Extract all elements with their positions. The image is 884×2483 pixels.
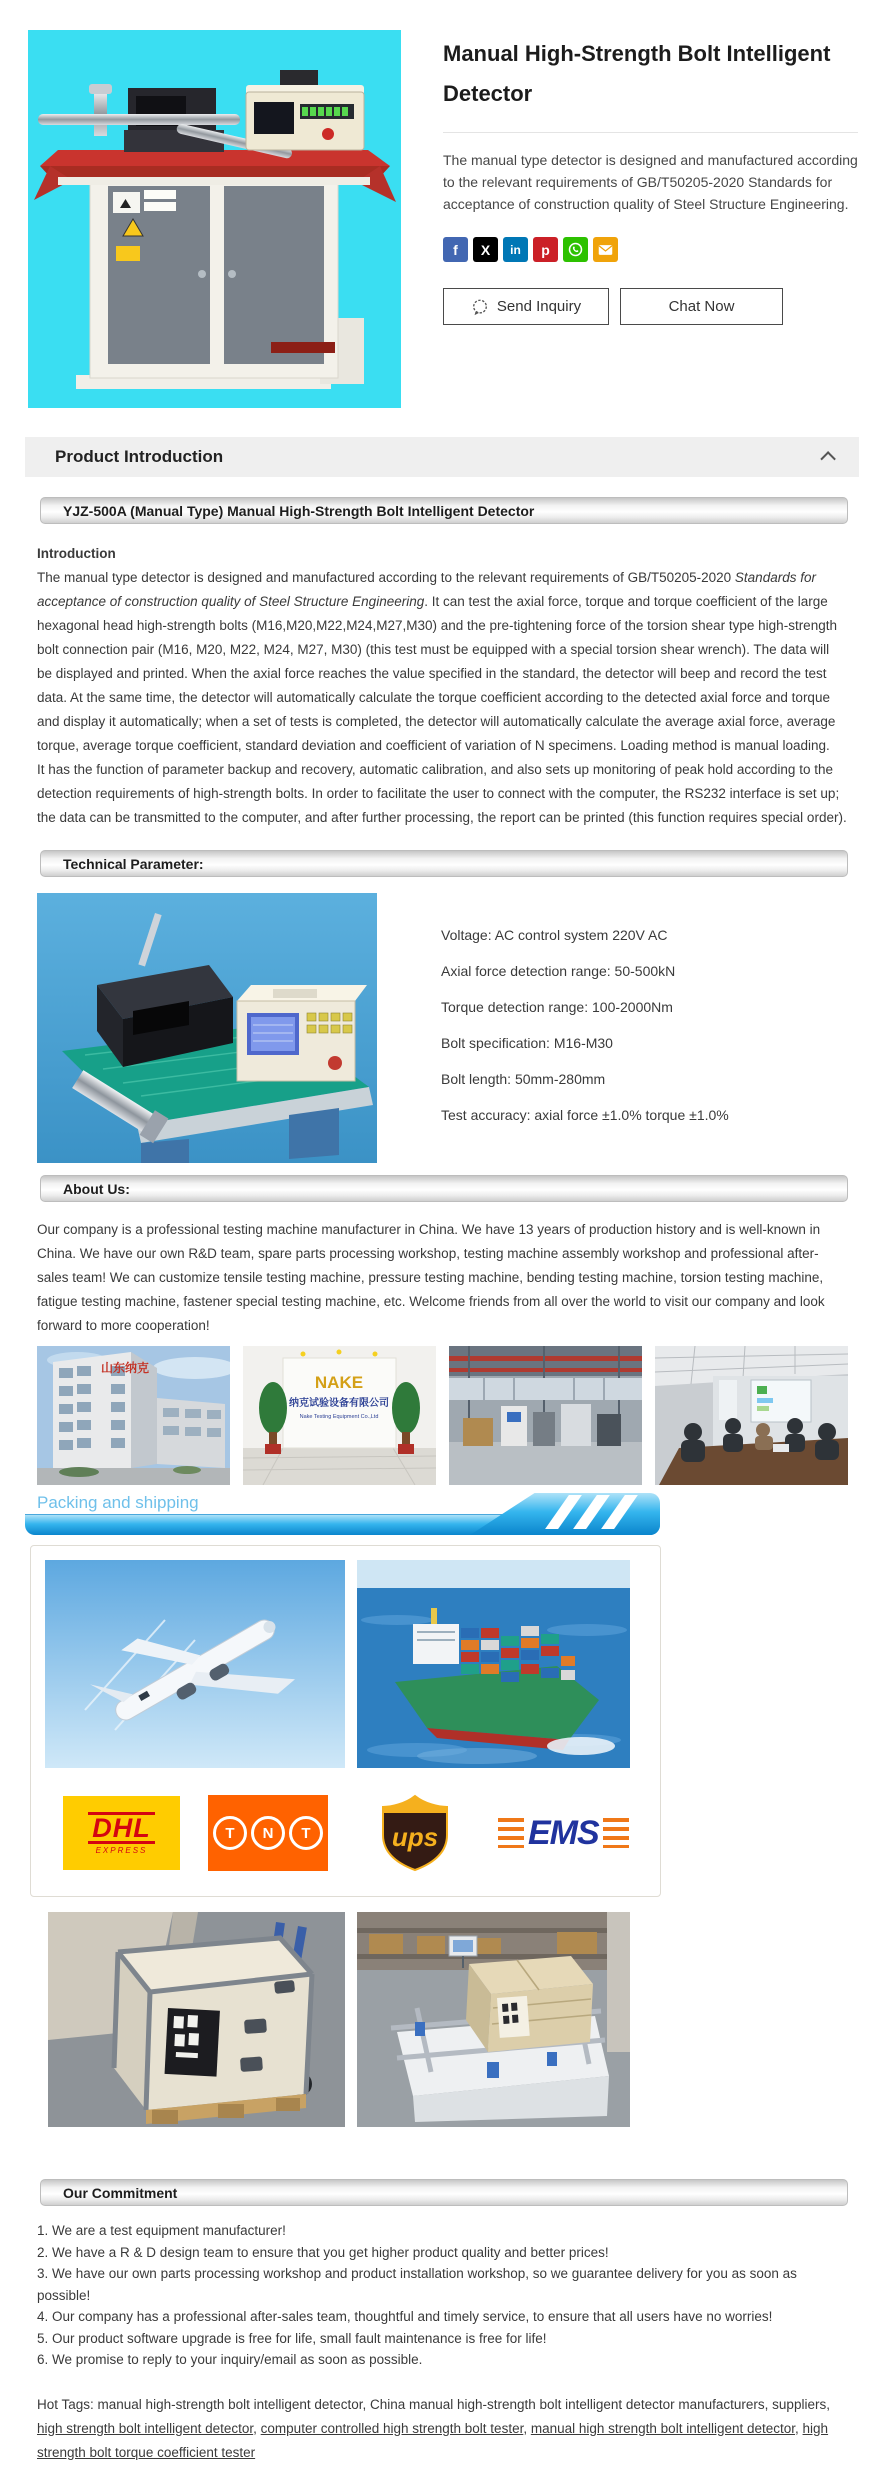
technical-parameter-photo bbox=[37, 893, 377, 1163]
shipping-methods-box bbox=[30, 1545, 661, 1897]
svg-text:NAKE: NAKE bbox=[314, 1373, 364, 1392]
send-inquiry-label: Send Inquiry bbox=[496, 298, 582, 315]
send-inquiry-button[interactable] bbox=[443, 288, 609, 325]
hot-tag-link[interactable]: high strength bolt torque coefficient tester bbox=[37, 2420, 829, 2460]
hot-tag-link[interactable]: manual high strength bolt intelligent detector bbox=[530, 2420, 796, 2436]
ems-text: EMS bbox=[528, 1814, 599, 1852]
crate-on-test-table-photo bbox=[357, 1912, 630, 2127]
dhl-logo bbox=[63, 1796, 180, 1870]
commitment-item: 2. We have a R & D design team to ensure that you get higher product quality and better prices! bbox=[37, 2244, 609, 2260]
air-freight-photo bbox=[45, 1560, 345, 1768]
hot-tag-link[interactable]: high strength bolt intelligent detector bbox=[37, 2420, 254, 2436]
courier-logos-row bbox=[49, 1794, 646, 1872]
svg-text:纳克试验设备有限公司: 纳克试验设备有限公司 bbox=[289, 1398, 389, 1409]
packing-crate-photos bbox=[48, 1912, 884, 2127]
commitment-item: 6. We promise to reply to your inquiry/email as soon as possible. bbox=[37, 2352, 423, 2367]
commitment-item: 1. We are a test equipment manufacturer! bbox=[37, 2223, 286, 2238]
ups-logo bbox=[378, 1794, 452, 1872]
tnt-letter: T bbox=[289, 1816, 323, 1850]
wooden-crate-photo bbox=[48, 1912, 345, 2127]
whatsapp-icon[interactable] bbox=[563, 237, 588, 262]
company-building-photo bbox=[37, 1346, 230, 1485]
email-icon[interactable] bbox=[593, 237, 618, 262]
packing-shipping-banner bbox=[25, 1493, 660, 1535]
hot-tags-text: Hot Tags: manual high-strength bolt intelligent detector, China manual high-strength bolt intelligent detector manufacturers, suppliers, bbox=[37, 2396, 830, 2412]
linkedin-icon[interactable]: in bbox=[503, 237, 528, 262]
divider bbox=[443, 132, 858, 133]
hero-section bbox=[0, 0, 884, 408]
spec-bolt-length: Bolt length: 50mm-280mm bbox=[441, 1071, 606, 1087]
model-heading-bar bbox=[40, 497, 848, 524]
spec-bolt-spec: Bolt specification: M16-M30 bbox=[441, 1035, 613, 1051]
about-us-bar bbox=[40, 1175, 848, 1202]
our-commitment-bar bbox=[40, 2179, 848, 2206]
x-twitter-icon[interactable]: X bbox=[473, 237, 498, 262]
spec-voltage: Voltage: AC control system 220V AC bbox=[441, 927, 668, 943]
spec-torque-range: Torque detection range: 100-2000Nm bbox=[441, 999, 673, 1015]
hot-tag-link[interactable]: computer controlled high strength bolt tester bbox=[260, 2420, 524, 2436]
packing-shipping-title: Packing and shipping bbox=[37, 1493, 199, 1512]
technical-parameter-section bbox=[37, 893, 884, 1163]
product-summary: The manual type detector is designed and manufactured according to the relevant requirements of GB/T50205-2020 Standards for acceptance of construction quality of Steel Structure Engineering. bbox=[443, 152, 858, 212]
product-photo-main[interactable] bbox=[28, 30, 401, 408]
tnt-letter: T bbox=[213, 1816, 247, 1850]
commitment-item: 4. Our company has a professional after-sales team, thoughtful and timely service, to ensure that all users have no worries! bbox=[37, 2309, 773, 2324]
chevron-up-icon[interactable] bbox=[820, 451, 836, 467]
chat-now-button[interactable] bbox=[620, 288, 783, 325]
company-photos-row bbox=[37, 1346, 884, 1485]
commitment-item: 5. Our product software upgrade is free for life, small fault maintenance is free for life! bbox=[37, 2330, 547, 2346]
speech-bubble-icon bbox=[471, 298, 489, 316]
introduction-heading: Introduction bbox=[37, 546, 116, 561]
introduction-block bbox=[37, 542, 847, 830]
svg-text:ups: ups bbox=[391, 1822, 439, 1852]
facebook-icon[interactable]: f bbox=[443, 237, 468, 262]
about-us-heading: About Us: bbox=[63, 1181, 130, 1197]
technical-parameter-bar bbox=[40, 850, 848, 877]
commitment-item: 3. We have our own parts processing workshop and product installation workshop, so we guarantee delivery for you as soon as possible! bbox=[37, 2266, 797, 2303]
action-buttons bbox=[443, 288, 858, 325]
company-lobby-photo bbox=[243, 1346, 436, 1485]
page-title: Manual High-Strength Bolt Intelligent Detector bbox=[443, 41, 831, 106]
ems-stripes-right bbox=[603, 1818, 629, 1848]
section-header-product-introduction[interactable] bbox=[25, 437, 859, 477]
hot-tags: Hot Tags: manual high-strength bolt intelligent detector, China manual high-strength bolt intelligent detector manufacturers, suppliers, high strength bolt intelligent detector, computer controlled high strength bolt tester, manual high strength bolt intelligent detector, high strength bolt torque coefficient tester bbox=[37, 2396, 830, 2460]
meeting-room-photo bbox=[655, 1346, 848, 1485]
svg-text:山东纳克: 山东纳克 bbox=[101, 1361, 150, 1375]
tnt-logo bbox=[208, 1795, 328, 1871]
factory-workshop-photo bbox=[449, 1346, 642, 1485]
dhl-text: DHL bbox=[88, 1812, 155, 1844]
introduction-paragraph-1: The manual type detector is designed and manufactured according to the relevant requirements of GB/T50205-2020 Standards for acceptance of construction quality of Steel Structure Engineering. It can test the axial force, torque and torque coefficient of the large hexagonal head high-strength bolts (M16,M20,M22,M24,M27,M30) and the pre-tightening force of the torsion shear type high-strength bolt connection pair (M16, M20, M22, M24, M27, M30) (this test must be equipped with a special torsion shear wrench). The data will be displayed and printed. When the axial force reaches the value specified in the standard, the detector will beep and record the test data. At the same time, the detector will automatically calculate the torque coefficient according to the detected axial force and torque and display it automatically; when a set of tests is completed, the detector will automatically calculate the average axial force, average torque, average torque coefficient, standard deviation and coefficient of variation of N specimens. Loading method is manual loading. bbox=[37, 570, 837, 753]
spec-axial-force: Axial force detection range: 50-500kN bbox=[441, 963, 676, 979]
about-us-text: Our company is a professional testing machine manufacturer in China. We have 13 years of production history and is well-known in China. We have our own R&D team, spare parts processing workshop, testing machine assembly workshop and professional after-sales team! We can customize tensile testing machine, pressure testing machine, bending testing machine, torsion testing machine, fatigue testing machine, fastener special testing machine, etc. Welcome friends from all over the world to visit our company and look forward to more cooperation! bbox=[37, 1222, 825, 1333]
sea-freight-photo bbox=[357, 1560, 630, 1768]
svg-text:Nake Testing Equipment Co.,Ltd: Nake Testing Equipment Co.,Ltd bbox=[299, 1414, 379, 1420]
section-title: Product Introduction bbox=[55, 447, 224, 466]
tnt-letter: N bbox=[251, 1816, 285, 1850]
social-share-row bbox=[443, 237, 858, 262]
dhl-express-text: EXPRESS bbox=[95, 1845, 148, 1855]
our-commitment-heading: Our Commitment bbox=[63, 2185, 178, 2201]
spec-accuracy: Test accuracy: axial force ±1.0% torque ±1.0% bbox=[441, 1107, 729, 1123]
commitment-list bbox=[37, 2220, 847, 2371]
introduction-paragraph-2: It has the function of parameter backup and recovery, automatic calibration, and also sets up monitoring of peak hold according to the detection requirements of high-strength bolts. In order to facilitate the user to connect with the computer, the RS232 interface is set up; the data can be transmitted to the computer, and after further processing, the report can be printed (this function requires special order). bbox=[37, 762, 847, 825]
ems-stripes-left bbox=[498, 1818, 524, 1848]
chat-now-label: Chat Now bbox=[668, 298, 735, 315]
ems-logo bbox=[498, 1816, 629, 1850]
model-heading: YJZ-500A (Manual Type) Manual High-Strength Bolt Intelligent Detector bbox=[63, 503, 535, 519]
technical-parameter-heading: Technical Parameter: bbox=[63, 856, 204, 872]
spec-list bbox=[441, 917, 729, 1163]
pinterest-icon[interactable]: p bbox=[533, 237, 558, 262]
